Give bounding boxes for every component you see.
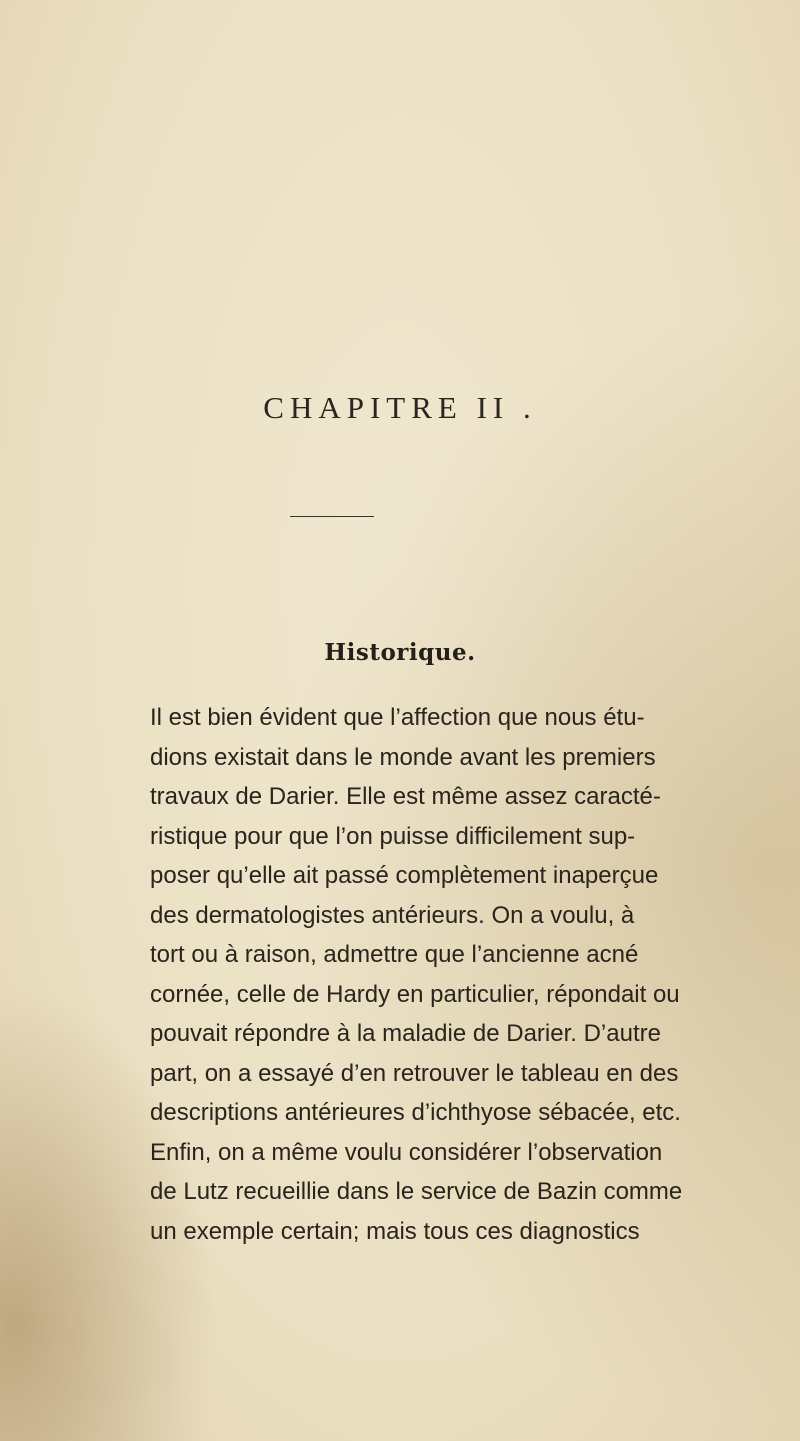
text-line: Enfin, on a même voulu considérer l’observation bbox=[150, 1138, 663, 1166]
text-line: de Lutz recueillie dans le service de Bazin comme bbox=[150, 1178, 683, 1205]
text-line: descriptions antérieures d’ichthyose sébacée, etc. bbox=[150, 1099, 681, 1126]
text-line: Il est bien évident que l’affection que nous étu- bbox=[150, 704, 645, 731]
text-line: travaux de Darier. Elle est même assez caracté- bbox=[150, 783, 661, 810]
divider-rule bbox=[290, 516, 374, 517]
text-line: dions existait dans le monde avant les premiers bbox=[150, 743, 656, 771]
text-line: pouvait répondre à la maladie de Darier. D’autre bbox=[150, 1020, 661, 1047]
text-line: tort ou à raison, admettre que l’ancienne acné bbox=[150, 941, 639, 968]
text-line: cornée, celle de Hardy en particulier, répondait ou bbox=[150, 980, 680, 1008]
text-line: un exemple certain; mais tous ces diagnostics bbox=[150, 1217, 640, 1245]
text-line: ristique pour que l’on puisse difficilement sup- bbox=[150, 822, 636, 850]
section-heading: Historique. bbox=[324, 639, 476, 666]
text-line: des dermatologistes antérieurs. On a voulu, à bbox=[150, 901, 635, 929]
text-line: part, on a essayé d’en retrouver le tableau en des bbox=[150, 1059, 679, 1087]
chapter-title: CHAPITRE II . bbox=[263, 390, 537, 425]
body-paragraph bbox=[150, 698, 683, 1251]
text-line: poser qu’elle ait passé complètement inaperçue bbox=[150, 862, 659, 889]
